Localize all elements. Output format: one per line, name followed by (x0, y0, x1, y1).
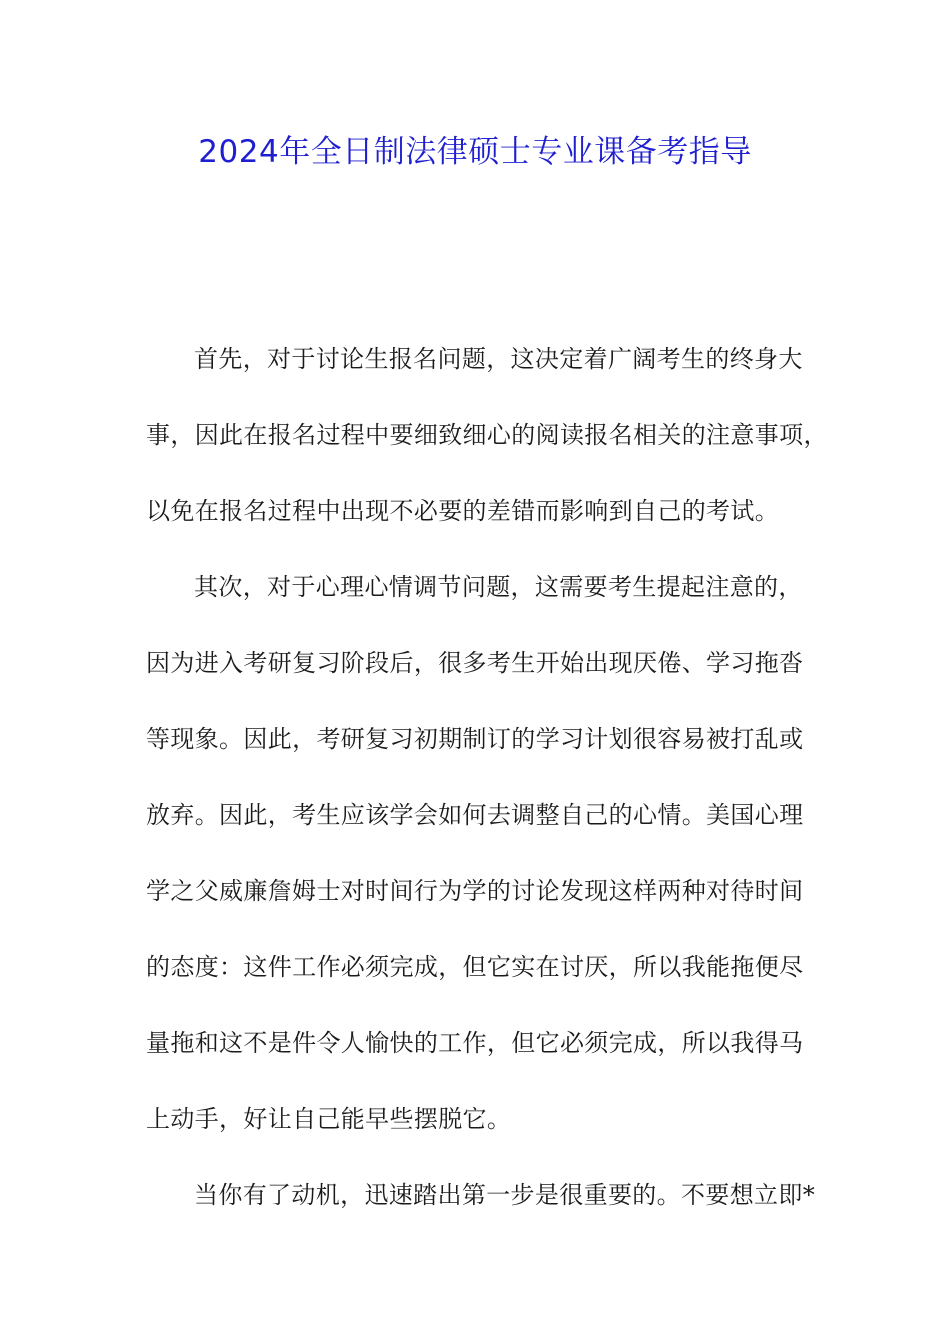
paragraph-2-line-6: 的态度：这件工作必须完成，但它实在讨厌，所以我能拖便尽 (146, 953, 804, 981)
paragraph-2-line-7: 量拖和这不是件令人愉快的工作，但它必须完成，所以我得马 (146, 1029, 804, 1057)
document-title: 2024年全日制法律硕士专业课备考指导 (198, 134, 752, 170)
paragraph-2-line-8: 上动手，好让自己能早些摆脱它。 (146, 1105, 512, 1133)
paragraph-1-line-2: 事，因此在报名过程中要细致细心的阅读报名相关的注意事项， (146, 421, 828, 449)
paragraph-1-line-3: 以免在报名过程中出现不必要的差错而影响到自己的考试。 (146, 497, 780, 525)
paragraph-2-line-4: 放弃。因此，考生应该学会如何去调整自己的心情。美国心理 (146, 801, 804, 829)
paragraph-3-line-1: 当你有了动机，迅速踏出第一步是很重要的。不要想立即* (194, 1181, 816, 1209)
paragraph-2-line-1: 其次，对于心理心情调节问题，这需要考生提起注意的， (194, 573, 803, 601)
paragraph-2-line-5: 学之父威廉詹姆士对时间行为学的讨论发现这样两种对待时间 (146, 877, 804, 905)
paragraph-2-line-2: 因为进入考研复习阶段后，很多考生开始出现厌倦、学习拖沓 (146, 649, 804, 677)
paragraph-1-line-1: 首先，对于讨论生报名问题，这决定着广阔考生的终身大 (194, 345, 803, 373)
paragraph-2-line-3: 等现象。因此，考研复习初期制订的学习计划很容易被打乱或 (146, 725, 804, 753)
